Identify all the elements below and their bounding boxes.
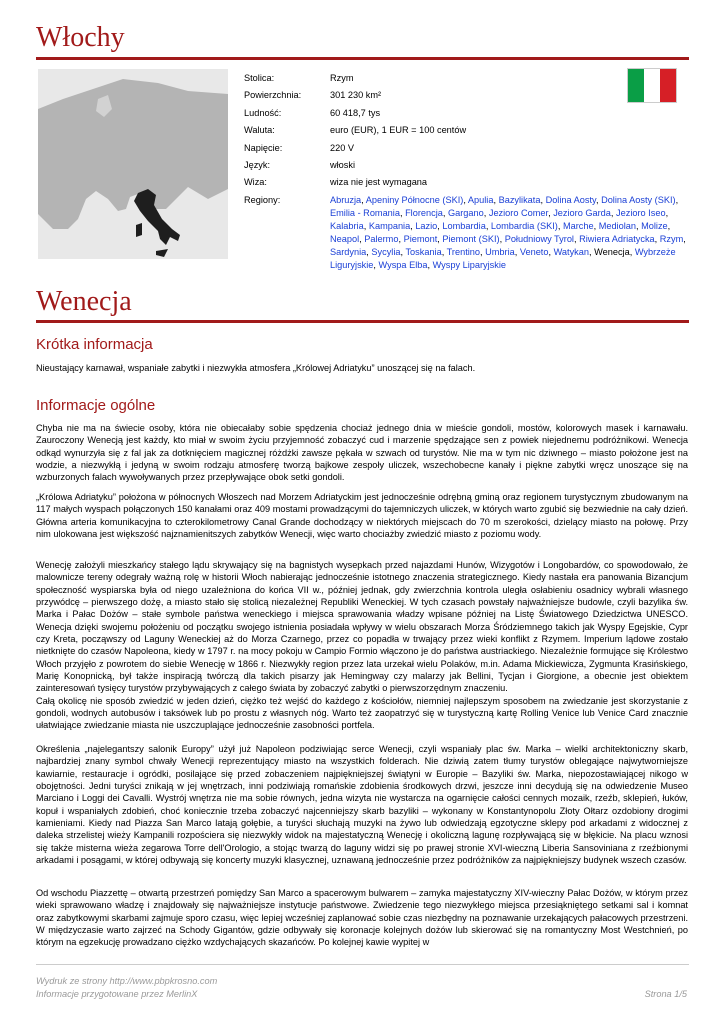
- info-row-area: Powierzchnia: 301 230 km²: [244, 90, 382, 101]
- footer-divider: [36, 964, 689, 965]
- info-row-regions: Regiony: Abruzja, Apeniny Północne (SKI), Apulia, Bazylikata, Dolina Aosty, Dolina Aosty (SKI), Emilia - Romania, Florencja, Gargano, Jezioro Comer, Jezioro Garda, Jezioro Iseo, Kalabria, Kampania, Lazio, Lombardia, Lombardia (SKI), Marche, Mediolan, Molize, Neapol, Palermo, Piemont, Piemont (SKI), Południowy Tyrol, Riwiera Adriatycka, Rzym, Sardynia, Sycylia, Toskania, Trentino, Umbria, Veneto, Watykan, Wenecja, Wybrzeże Liguryjskie, Wyspa Elba, Wyspy Liparyjskie: [244, 194, 696, 272]
- region-link[interactable]: Sardynia: [330, 246, 367, 257]
- paragraph-4: Określenia „najelegantszy salonik Europy” użył już Napoleon podziwiając serce Wenecji, czyli wspaniały plac św. Marka – wielki architektoniczny skarb, najbardziej znany symbol chwały Wenecji reprezentujący miasto na wszystkich folderach. Nie dziwią zatem tłumy turystów oblegające najwytworniejsze kawiarnie, restauracje i ogródki, posilające się przed zobaczeniem najpiękniejszej świątyni w Europie – Bazyliki św. Marka, niepozostawiającej nikogo w obojętności. Jedni turyści znikają w jej wnętrzach, inni podziwiają romańskie zdobienia środkowych drzwi, jeszcze inni decydują się na odwiedzenie Museo Marciano i Loggi dei Cavalli. Wystrój wnętrza nie ma sobie równych, jedna wizyta nie wystarcza na ogarnięcie całości cennych mozaik, rzeźb, sklepień, łuków, kopuł i wspaniałych zdobień, choć koniecznie trzeba zobaczyć najcenniejszy skarb bazyliki – wykonany w Konstantynopolu Złoty Ołtarz ozdobiony drogimi kamieniami. Kiedy nad Piazza San Marco latają gołębie, a turyści słuchają muzyki na żywo lub odwiedzają egzotyczne sklepy pod arkadami z widocznej z daleka strzelistej wieży Kampanili rozpościera się niezwykły widok na majestatyczną Wenecję i okoliczną lagunę rozpływającą się w błękicie. Na placu wznosi się także misterna wieża zegarowa Torre dell'Orologio, a stojąc twarzą do laguny widzi się po prawej stronie XVI-wieczną Liberia Sansoviniana z rzeźbionymi arkadami i posągami, w której odbywają się koncerty muzyki klasycznej, uznawaną jednocześnie przez podróżników za najpiękniejszy budynek wszech czasów.: [36, 744, 688, 866]
- country-title: Włochy: [36, 22, 125, 53]
- region-link[interactable]: Piemont: [403, 233, 438, 244]
- region-link[interactable]: Trentino: [446, 246, 481, 257]
- info-row-population: Ludność: 60 418,7 tys: [244, 107, 381, 118]
- info-row-language: Język: włoski: [244, 159, 356, 170]
- region-link[interactable]: Marche: [562, 220, 594, 231]
- flag-stripe-green: [628, 69, 644, 102]
- region-link[interactable]: Dolina Aosty (SKI): [601, 194, 676, 205]
- region-link[interactable]: Piemont (SKI): [442, 233, 500, 244]
- europe-map: [38, 69, 228, 259]
- region-link[interactable]: Apeniny Północne (SKI): [365, 194, 464, 205]
- region-link[interactable]: Gargano: [447, 207, 484, 218]
- region-link[interactable]: Riwiera Adriatycka: [579, 233, 655, 244]
- italy-flag: [628, 69, 676, 102]
- region-link[interactable]: Mediolan: [598, 220, 636, 231]
- region-link[interactable]: Kalabria: [330, 220, 364, 231]
- region-link[interactable]: Wybrzeże Liguryjskie: [330, 246, 676, 270]
- title-divider: [36, 57, 689, 60]
- region-link[interactable]: Florencja: [405, 207, 443, 218]
- region-link[interactable]: Wyspy Liparyjskie: [432, 259, 507, 270]
- footer-source: Wydruk ze strony http://www.pbpkrosno.com: [36, 976, 218, 986]
- region-link[interactable]: Rzym: [659, 233, 684, 244]
- region-link[interactable]: Jezioro Iseo: [616, 207, 666, 218]
- region-link[interactable]: Apulia: [467, 194, 494, 205]
- region-link[interactable]: Lombardia (SKI): [490, 220, 558, 231]
- flag-stripe-red: [660, 69, 676, 102]
- city-title: Wenecja: [36, 286, 132, 317]
- region-link[interactable]: Emilia - Romania: [330, 207, 400, 218]
- region-link[interactable]: Abruzja: [330, 194, 362, 205]
- region-link[interactable]: Toskania: [405, 246, 442, 257]
- region-link[interactable]: Południowy Tyrol: [504, 233, 574, 244]
- general-info-heading: Informacje ogólne: [36, 397, 156, 414]
- info-row-voltage: Napięcie: 220 V: [244, 142, 355, 153]
- paragraph-5: Od wschodu Piazzettę – otwartą przestrzeń pomiędzy San Marco a spacerowym bulwarem – zamyka majestatyczny XIV-wieczny Pałac Dożów, w którym przez wieki sprawowano władzę i znajdowały się najważniejsze instytucje państwowe. Zwiedzenie tego niezwykłego miejsca przesiąkniętego setkami sal i komnat oraz zabytkowymi skarbami zajmuje sporo czasu, więc lepiej wcześniej zaplanować sobie czas niezbędny na poznawanie urzekających pałacowych przestrzeni. W międzyczasie warto zajrzeć na Schody Gigantów, gdzie odbywały się koronacje kolejnych dożów lub skierować się na romantyczny Most Westchnień, po którym na egzekucję prowadzano ciężko wzdychających skazańców. Po kolejnej kawie wypitej w: [36, 888, 688, 948]
- paragraph-2: „Królowa Adriatyku” położona w północnych Włoszech nad Morzem Adriatyckim jest jednocześnie odrębną gminą oraz regionem turystycznym zbudowanym na 117 małych wyspach połączonych 150 kanałami oraz 409 mostami prowadzącymi do tajemniczych uliczek, w których warto zgubić się bezwiednie na cały dzień. Główna arteria komunikacyjna to czterokilometrowy Canal Grande dochodzący w niektórych miejscach do 70 m szerokości, dzielący miasto na połowę. Przy nim ulokowana jest większość najznamienitszych zabytków Wenecji, więc warto chociażby zwiedzić miasto z poziomu wody.: [36, 492, 688, 540]
- region-link[interactable]: Umbria: [485, 246, 515, 257]
- region-link[interactable]: Jezioro Comer: [488, 207, 549, 218]
- region-link[interactable]: Veneto: [519, 246, 549, 257]
- region-link[interactable]: Watykan: [553, 246, 589, 257]
- regions-list: Abruzja, Apeniny Północne (SKI), Apulia, Bazylikata, Dolina Aosty, Dolina Aosty (SKI), Emilia - Romania, Florencja, Gargano, Jezioro Comer, Jezioro Garda, Jezioro Iseo, Kalabria, Kampania, Lazio, Lombardia, Lombardia (SKI), Marche, Mediolan, Molize, Neapol, Palermo, Piemont, Piemont (SKI), Południowy Tyrol, Riwiera Adriatycka, Rzym, Sardynia, Sycylia, Toskania, Trentino, Umbria, Veneto, Watykan, Wenecja, Wybrzeże Liguryjskie, Wyspa Elba, Wyspy Liparyjskie: [330, 194, 686, 270]
- region-link[interactable]: Wyspa Elba: [378, 259, 428, 270]
- region-link[interactable]: Jezioro Garda: [553, 207, 611, 218]
- info-row-currency: Waluta: euro (EUR), 1 EUR = 100 centów: [244, 125, 467, 136]
- region-link[interactable]: Sycylia: [371, 246, 401, 257]
- city-title-divider: [36, 320, 689, 323]
- region-link[interactable]: Lazio: [415, 220, 438, 231]
- region-link[interactable]: Neapol: [330, 233, 360, 244]
- region-link[interactable]: Molize: [641, 220, 668, 231]
- flag-stripe-white: [644, 69, 660, 102]
- region-link[interactable]: Palermo: [364, 233, 399, 244]
- short-info-text: Nieustający karnawał, wspaniałe zabytki i niezwykła atmosfera „Królowej Adriatyku” unoszącej się na falach.: [36, 363, 476, 373]
- region-link[interactable]: Lombardia: [442, 220, 486, 231]
- country-info-table: [244, 72, 696, 276]
- region-link[interactable]: Dolina Aosty: [545, 194, 596, 205]
- short-info-heading: Krótka informacja: [36, 336, 153, 353]
- region-text: Wenecja: [594, 246, 630, 257]
- info-row-visa: Wiza: wiza nie jest wymagana: [244, 177, 428, 188]
- paragraph-1: Chyba nie ma na świecie osoby, która nie obiecałaby sobie spędzenia chociaż jednego dnia w mieście gondoli, mostów, kolorowych masek i karnawału. Zauroczony Wenecją jest każdy, kto miał w swoim życiu przyjemność zobaczyć cud i marzenie spędzające sen z powiek niejednemu podróżnikowi. Wenecja odkąd wynurzyła się z fal jak za dotknięciem magicznej różdżki zawsze pękała w szwach od turystów. Nie ma w tym nic dziwnego – miasto położone jest na wodzie, a niezwykłą i jedyną w swoim rodzaju atmosferę tworzą bajkowe zespoły uliczek, wszechobecne kanały i piękne zabytki wręcz unoszące się na wzburzonych falach wywoływanych przez przepływające obok setki gondoli.: [36, 423, 688, 483]
- info-row-capital: Stolica: Rzym: [244, 73, 354, 83]
- footer-credit: Informacje przygotowane przez MerlinX: [36, 989, 198, 999]
- paragraph-3: Wenecję założyli mieszkańcy stałego lądu skrywający się na bagnistych wysepkach przed najazdami Hunów, Wizygotów i Longobardów, co spowodowało, że malownicze tereny odegrały ważną rolę w historii Włoch nabierając jednocześnie istotnego znaczenia strategicznego. Kiedy nastała era panowania Bizancjum społeczność wyspiarska była od niego uzależniona do końca VII w., później jednak, gdy zwierzchnia kontrola uległa osłabieniu osadnicy wybrali własnego przywódcę – pierwszego dożę, a miasto stało się stolicą niezależnej Republiki Weneckiej. W tych czasach powstały najważniejsze budowle, czyli bazylika św. Marka i Pałac Dożów – stałe symbole państwa weneckiego i miejsca sprawowania władzy wpisane później na Listę Światowego Dziedzictwa UNESCO. Wenecja dzięki swojemu położeniu od początku swojego istnienia posiadała wpływy w wielu obszarach Morza Śródziemnego takich jak Wyspy Egejskie, Cypr czy Kreta, począwszy od Laguny Weneckiej aż do Morza Czarnego, przez co popadła w trwający przez wieki konflikt z Rzymem. Imperium lądowe zostało nietknięte do czasów Napoleona, kiedy w 1797 r. na mocy pokoju w Campio Formio włączono je do państwa austriackiego. Niezależnie formujące się Królestwo Włoch przyjęło z powrotem do siebie Wenecję w 1866 r. Niezwykły region przez lata urzekał wielu Polaków, m.in. Adama Mickiewicza, Zygmunta Krasińskiego, Marię Konopnicką, był także inspiracją twórczą dla takich pisarzy jak Hemingway czy malarzy jak Bellini, Tycjan i Giorgione, a obecnie jest obiektem zainteresowań tysięcy turystów przybywających z całego świata by zobaczyć zabytki o pierwszorzędnym znaczeniu. Całą okolicę nie sposób zwiedzić w jeden dzień, ciężko też wejść do każdego z kościołów, niemniej najlepszym sposobem na zwiedzanie jest skorzystanie z gondoli, wodnych autobusów i taksówek lub po prostu z własnych nóg. Warto też zaopatrzyć się w turystyczną kartę Rolling Venice lub Venice Card znacznie ułatwiające zwiedzanie miasta nie uszczuplające jednocześnie zasobności portfela.: [36, 560, 688, 731]
- region-link[interactable]: Bazylikata: [498, 194, 541, 205]
- footer-page-number: Strona 1/5: [644, 989, 687, 999]
- region-link[interactable]: Kampania: [368, 220, 411, 231]
